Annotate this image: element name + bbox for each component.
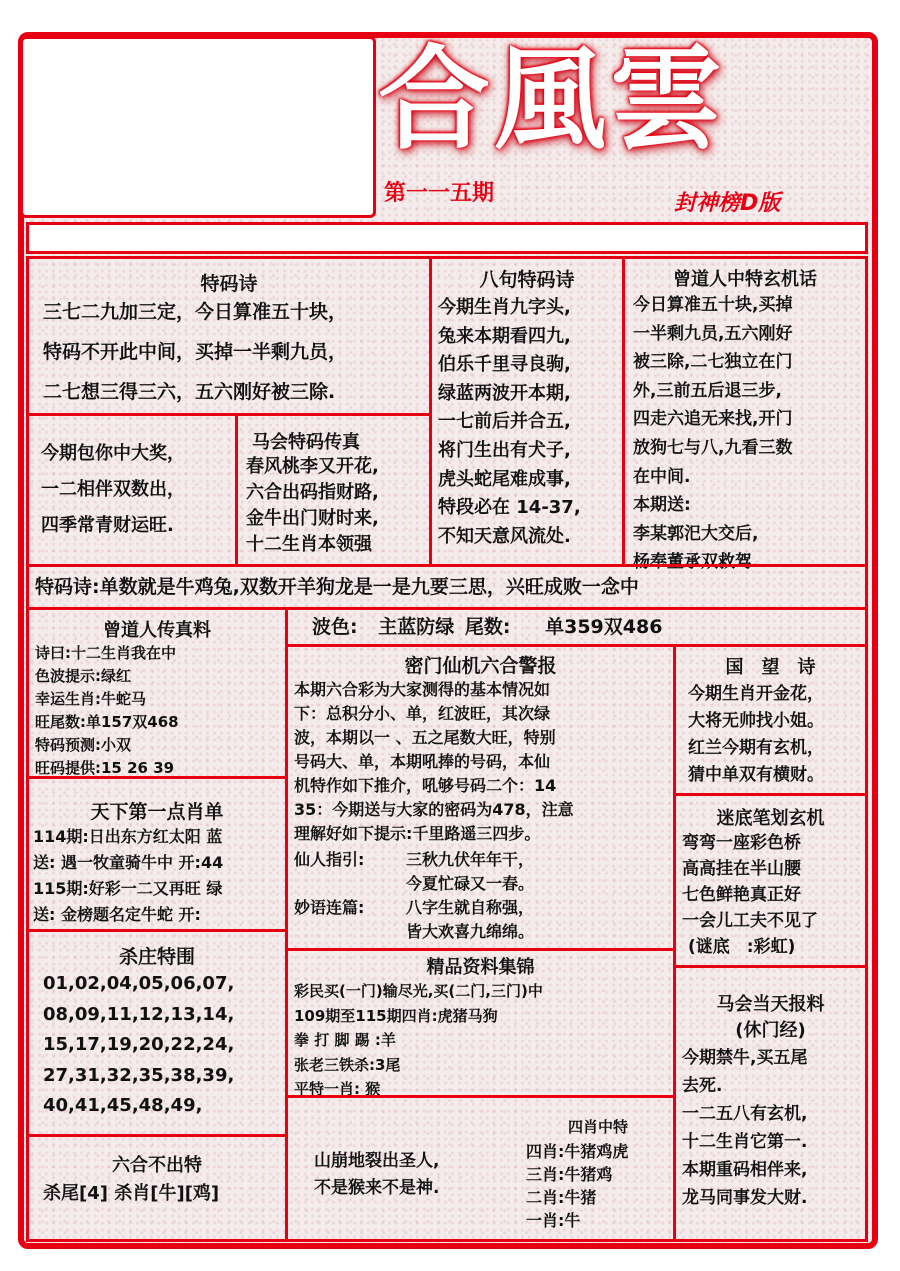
- poem-line: 今期生肖开金花，: [688, 684, 824, 704]
- poem-line: 将门生出有犬子,: [438, 439, 571, 461]
- text-line: 下：总积分小、单，红波旺，其次绿: [294, 704, 551, 723]
- text-line: 四季常青财运旺.: [41, 515, 174, 536]
- number-row: 01,02,04,05,06,07,: [43, 973, 235, 994]
- text-line: 山崩地裂出圣人,: [314, 1151, 440, 1171]
- text-line: 被三除,二七独立在门: [633, 352, 793, 373]
- section-title: 马会特码传真: [252, 432, 360, 453]
- poem-line: 特段必在 14-37,: [438, 497, 581, 519]
- text-line: 金牛出门财时来,: [246, 508, 379, 529]
- pick-line: 三肖:牛猪鸡: [526, 1165, 613, 1184]
- text-line: 理解好如下提示:千里路遥三四步。: [294, 824, 541, 843]
- section-national-poem: [673, 644, 868, 796]
- tail-value: 单359双486: [545, 616, 663, 638]
- section-kill-numbers: [26, 929, 288, 1137]
- section-zodiac-single: [26, 776, 288, 932]
- edition-label: 封神榜D版: [674, 191, 781, 216]
- section-wave-color: [285, 607, 868, 647]
- text-line: 龙马同事发大财.: [682, 1188, 808, 1208]
- text-line: 彩民买(一门)输尽光,买(二门,三门)中: [294, 982, 543, 1000]
- text-line: 今期禁牛,买五尾: [682, 1048, 808, 1068]
- section-eight-line-poem: [429, 256, 625, 567]
- riddle-line: 七色鲜艳真正好: [682, 885, 801, 905]
- text-line: 一二五八有玄机,: [682, 1104, 808, 1124]
- section-tema-poem: [26, 256, 432, 416]
- text-line: 拳 打 脚 踢 :羊: [294, 1031, 396, 1049]
- text-line: 本期六合彩为大家测得的基本情况如: [294, 680, 551, 699]
- tail-label: 尾数:: [464, 616, 511, 638]
- section-secret-alert: [285, 644, 676, 951]
- number-row: 27,31,32,35,38,39,: [43, 1064, 235, 1086]
- riddle-line: 高高挂在半山腰: [682, 859, 801, 879]
- section-selected-data: [285, 948, 676, 1098]
- text-line: 不是猴来不是神.: [314, 1178, 440, 1198]
- text-line: 115期:好彩一二又再旺 绿: [33, 879, 223, 898]
- text-line: 杨奉董承双救驾.: [633, 552, 759, 573]
- text-line: 张老三铁杀:3尾: [294, 1055, 401, 1074]
- riddle-line: 一会儿工夫不见了: [682, 911, 818, 931]
- guide-line: 三秋九伏年年干，: [406, 850, 535, 869]
- poem-line: 大将无帅找小姐。: [688, 711, 824, 731]
- poem-line: 二七想三得三六，五六刚好被三除.: [43, 381, 336, 403]
- wave-label: 波色:: [312, 616, 358, 638]
- blank-logo-panel: [20, 36, 376, 218]
- section-title: 迷底笔划玄机: [716, 808, 825, 829]
- text-line: 今日算准五十块,买掉: [633, 295, 793, 315]
- section-title: 密门仙机六合警报: [404, 655, 557, 677]
- poem-line: 虎头蛇尾难成事,: [438, 468, 571, 490]
- section-no-special: [26, 1134, 288, 1242]
- text-line: 旺码提供:15 26 39: [35, 759, 175, 777]
- number-row: 15,17,19,20,22,24,: [43, 1034, 235, 1055]
- section-title: 杀庄特围: [118, 946, 195, 968]
- poem-line: 猜中单双有横财。: [688, 765, 824, 785]
- text-line: 109期至115期四肖:虎猪马狗: [294, 1006, 498, 1025]
- section-title: 曾道人中特玄机话: [673, 269, 817, 290]
- riddle-line: 弯弯一座彩色桥: [682, 833, 801, 853]
- section-title: 天下第一点肖单: [90, 801, 224, 823]
- section-horse-report: [673, 965, 868, 1242]
- text-line: 春风桃李又开花,: [246, 456, 379, 477]
- number-row: 08,09,11,12,13,14,: [43, 1003, 235, 1025]
- issue-number: 第一一五期: [384, 181, 495, 206]
- masthead-title: 合風雲: [378, 34, 726, 165]
- poem-line: 一七前后并合五,: [438, 411, 571, 433]
- text-line: 送: 遇一牧童骑牛中 开:44: [33, 853, 224, 872]
- verse-line: 皆大欢喜九绵绵。: [406, 922, 535, 941]
- section-title: 特码诗: [200, 273, 258, 295]
- text-line: 送: 金榜题名定牛蛇 开:: [33, 905, 201, 924]
- text-line: 波，本期以一 、五之尾数大旺，特别: [294, 728, 556, 747]
- section-title: 四肖中特: [568, 1118, 629, 1136]
- text-line: 机特作如下推介，吼够号码二个：14: [294, 776, 557, 795]
- poem-line: 三七二九加三定，今日算准五十块，: [43, 301, 348, 323]
- verse-line: 八字生就自称强，: [406, 898, 535, 917]
- text-line: 号码大、单，本期吼捧的号码，本仙: [294, 752, 551, 771]
- poem-line: 红兰今期有玄机，: [688, 738, 824, 758]
- text-line: 一半剩九员,五六刚好: [633, 323, 793, 344]
- pick-line: 一肖:牛: [526, 1211, 581, 1230]
- section-big-prize: [26, 413, 238, 567]
- text-line: 本期重码相伴来,: [682, 1160, 808, 1180]
- section-subtitle: (休门经): [735, 1020, 806, 1041]
- pick-line: 二肖:牛猪: [526, 1188, 597, 1207]
- riddle-answer: (谜底 :彩虹): [688, 937, 796, 957]
- poem-line: 不知天意风流处.: [438, 525, 571, 547]
- text-line: 十二生肖它第一.: [682, 1132, 808, 1152]
- text-line: 杀尾[4] 杀肖[牛][鸡]: [43, 1183, 220, 1204]
- section-title: 曾道人传真料: [103, 620, 211, 641]
- verse-label: 妙语连篇:: [294, 898, 365, 917]
- text-line: 诗曰:十二生肖我在中: [35, 644, 176, 662]
- text-line: 114期:日出东方红太阳 蓝: [33, 827, 223, 846]
- text-line: 李某郭汜大交后,: [633, 523, 759, 544]
- text-line: 四走六追无来找,开门: [633, 409, 793, 430]
- section-title: 精品资料集锦: [426, 957, 535, 978]
- poem-line: 兔来本期看四九,: [438, 325, 571, 347]
- section-title: 六合不出特: [112, 1155, 202, 1176]
- pick-line: 四肖:牛猪鸡虎: [526, 1142, 629, 1161]
- text-line: 放狗七与八,九看三数: [633, 437, 793, 458]
- banner-text: 特码诗:单数就是牛鸡兔,双数开羊狗龙是一是九要三思，兴旺成败一念中: [35, 576, 639, 598]
- text-line: 在中间.: [633, 466, 691, 487]
- section-title: 国 望 诗: [725, 657, 816, 678]
- banner-line: [26, 564, 868, 610]
- text-line: 十二生肖本领强: [246, 534, 372, 555]
- section-title: 八句特码诗: [479, 269, 575, 291]
- guide-label: 仙人指引:: [294, 850, 365, 869]
- number-row: 40,41,45,48,49,: [43, 1095, 203, 1116]
- text-line: 外,三前五后退三步,: [633, 380, 782, 401]
- text-line: 本期送:: [633, 495, 691, 516]
- text-line: 幸运生肖:牛蛇马: [35, 690, 146, 708]
- section-zeng-fax: [26, 607, 288, 779]
- section-title: 马会当天报料: [716, 994, 825, 1015]
- section-horse-fax: [235, 413, 432, 567]
- section-zeng-riddle: [622, 256, 868, 573]
- text-line: 去死.: [682, 1076, 723, 1096]
- text-line: 今期包你中大奖，: [41, 443, 185, 464]
- text-line: 色波提示:绿红: [35, 667, 131, 685]
- text-line: 一二相伴双数出，: [41, 479, 185, 500]
- poem-line: 伯乐千里寻良驹,: [438, 354, 571, 376]
- poem-line: 特码不开此中间，买掉一半剩九员，: [43, 341, 348, 363]
- section-riddle-strokes: [673, 793, 868, 968]
- guide-line: 今夏忙碌又一春。: [406, 874, 535, 893]
- header-strip: [26, 222, 868, 254]
- text-line: 旺尾数:单157双468: [35, 713, 179, 731]
- section-four-zodiac: [285, 1095, 676, 1242]
- poem-line: 绿蓝两波开本期,: [438, 382, 571, 404]
- text-line: 特码预测:小双: [35, 736, 131, 754]
- text-line: 35：今期送与大家的密码为478，注意: [294, 800, 574, 819]
- text-line: 六合出码指财路,: [246, 482, 379, 503]
- poem-line: 今期生肖九字头,: [438, 297, 571, 318]
- wave-value: 主蓝防绿: [378, 616, 455, 638]
- text-line: 平特一肖: 猴: [294, 1080, 381, 1098]
